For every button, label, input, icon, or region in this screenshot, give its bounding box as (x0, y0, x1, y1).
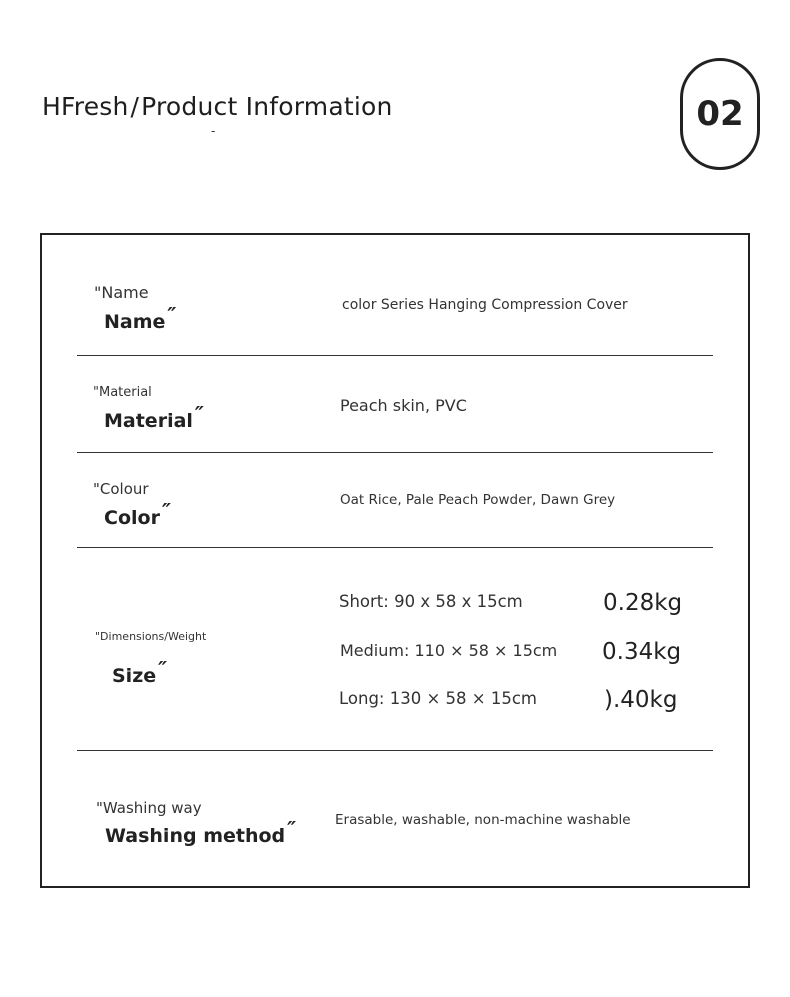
size-short-weight: 0.28kg (603, 590, 683, 616)
title-slash: / (130, 92, 140, 121)
row-divider (77, 750, 713, 751)
brand-name: HFresh (42, 92, 129, 121)
title-text: Product Information (141, 92, 393, 121)
size-label (112, 657, 168, 687)
row-divider (77, 355, 713, 356)
page-number-badge: 02 (680, 58, 760, 170)
name-value: color Series Hanging Compression Cover (342, 297, 628, 313)
washing-label-quote: ″ (287, 817, 297, 841)
size-label-text: Size (112, 665, 157, 687)
size-medium-weight: 0.34kg (602, 639, 682, 665)
size-short-dims: Short: 90 x 58 x 15cm (339, 592, 523, 611)
size-long-weight: ).40kg (604, 687, 678, 713)
material-label (104, 402, 204, 432)
name-label-en: "Name (94, 283, 149, 302)
color-value: Oat Rice, Pale Peach Powder, Dawn Grey (340, 492, 616, 508)
name-label-text: Name (104, 311, 166, 333)
page-title (42, 92, 393, 121)
washing-value: Erasable, washable, non-machine washable (335, 812, 631, 828)
color-label-text: Color (104, 507, 160, 529)
title-dash: - (211, 124, 216, 138)
material-value: Peach skin, PVC (340, 396, 467, 415)
name-label-quote: ″ (167, 303, 177, 327)
washing-label (105, 817, 297, 847)
material-label-text: Material (104, 410, 193, 432)
color-label-quote: ″ (161, 499, 171, 523)
size-medium-dims: Medium: 110 × 58 × 15cm (340, 641, 558, 660)
name-label (104, 303, 177, 333)
color-label-en: "Colour (93, 480, 149, 498)
material-label-quote: ″ (194, 402, 204, 426)
row-divider (77, 452, 713, 453)
material-label-en: "Material (93, 385, 152, 400)
color-label (104, 499, 171, 529)
size-long-dims: Long: 130 × 58 × 15cm (339, 689, 537, 708)
washing-label-en: "Washing way (96, 799, 202, 817)
size-label-quote: ″ (158, 657, 168, 681)
row-divider (77, 547, 713, 548)
size-label-en: "Dimensions/Weight (95, 630, 207, 643)
washing-label-text: Washing method (105, 825, 286, 847)
